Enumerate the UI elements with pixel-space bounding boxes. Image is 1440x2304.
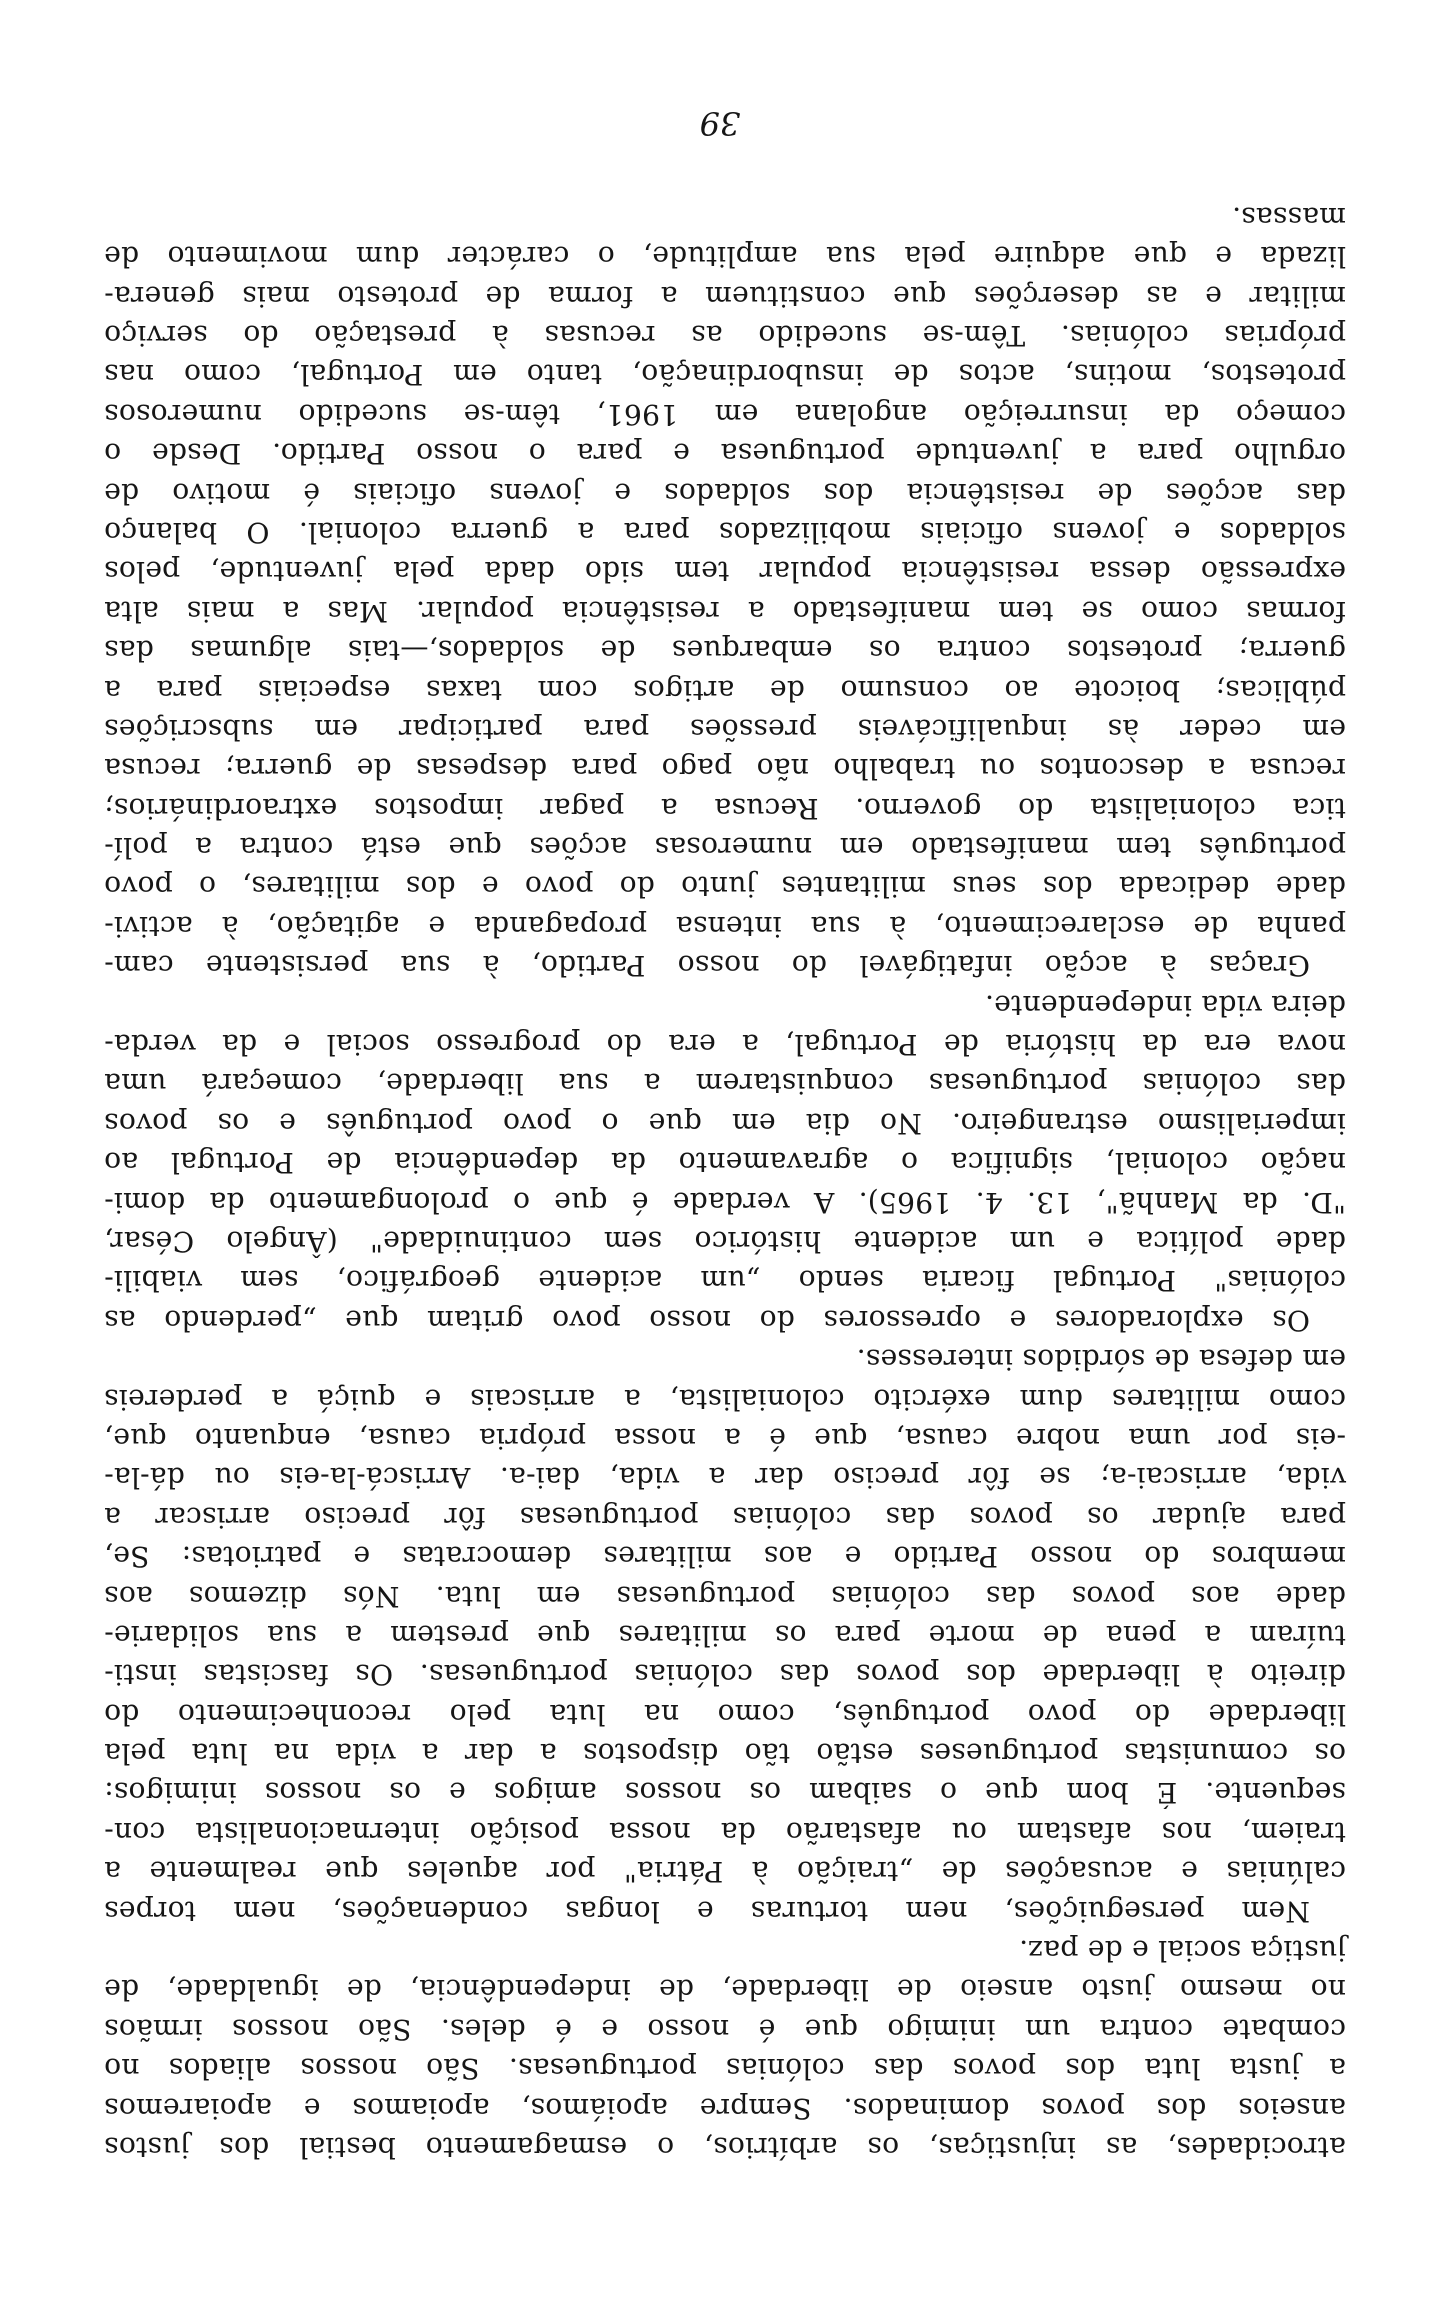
text-line: justiça social e de paz. [1018, 1934, 1346, 1968]
body-text [104, 197, 1346, 2167]
text-line: em defesa de sórdidos interesses. [856, 1343, 1346, 1377]
page-number: 39 [699, 104, 741, 142]
text-line: soldados e jovens oficiais mobilizados para a guerra colonial. O balanço [104, 515, 1346, 549]
text-line: lizada e que adquire pela sua amplitude, o carácter dum movimento de [104, 240, 1346, 274]
text-line: anseios dos povos dominados. Sempre apoiámos, apoiamos e apoiaremos [104, 2091, 1346, 2125]
text-line: os comunistas portugueses estão tão dispostos a dar a vida na luta pela [104, 1737, 1346, 1771]
text-line: no mesmo justo anseio de liberdade, de independência, de igualdade, de [104, 1973, 1346, 2007]
text-line: Graças à acção infatigável do nosso Partido, à sua persistente cam- [104, 949, 1310, 983]
text-line: colónias" Portugal ficaria sendo „um acidente geográfico, sem viabili- [104, 1264, 1346, 1298]
text-line: português tem manifestado em numerosas acções que está contra a polí- [104, 831, 1346, 865]
text-line: tica colonialista do governo. Recusa a pagar impostos extraordinários; [104, 791, 1346, 825]
text-line: protestos, motins, actos de insubordinação, tanto em Portugal, como nas [104, 358, 1346, 392]
text-line: sequente. É bom que o saibam os nossos amigos e os nossos inimigos: [104, 1776, 1346, 1810]
text-line: expressão dessa resistência popular tem sido dada pela juventude, pelos [104, 555, 1346, 589]
text-line: -eis por uma nobre causa, que é a nossa própria causa, enquanto que, [104, 1421, 1346, 1455]
text-line: orgulho para a juventude portuguesa e para o nosso Partido. Desde o [104, 437, 1346, 471]
text-line: dade política e um acidente histórico sem continuidade" (Ângelo César, [104, 1225, 1346, 1259]
text-line: deira vida independente. [984, 988, 1346, 1022]
text-line: em ceder às inqualificáveis pressões para participar em subscrições [104, 712, 1346, 746]
text-line: "D. da Manhã", 13. 4. 1965). A verdade é que o prolongamento da domi- [104, 1185, 1346, 1219]
text-line: a justa luta dos povos das colónias portuguesas. São nossos aliados no [104, 2052, 1346, 2086]
text-line: tuíram a pena de morte para os militares que prestem a sua solidarie- [104, 1618, 1346, 1652]
text-line: militar e as deserções que constituem a forma de protesto mais genera- [104, 279, 1346, 313]
text-line: nação colonial, significa o agravamento da dependência de Portugal ao [104, 1146, 1346, 1180]
text-line: das colónias portuguesas conquistarem a sua liberdade, começará uma [104, 1067, 1346, 1101]
text-line: próprias colónias. Têm-se sucedido as recusas à prestação do serviço [104, 319, 1346, 353]
text-line: liberdade do povo português, como na luta pelo reconhecimento do [104, 1697, 1346, 1731]
text-line: combate contra um inimigo que é nosso e é deles. São nossos irmãos [104, 2012, 1346, 2046]
text-line: como militares dum exército colonialista, a arriscais e quiçá a perdereis [104, 1382, 1346, 1416]
text-line: formas como se tem manifestado a resistência popular. Mas a mais alta [104, 594, 1346, 628]
text-line: membros do nosso Partido e aos militares democratas e patriotas: Se, [104, 1540, 1346, 1574]
text-line: começo da insurreição angolana em 1961, têm-se sucedido numerosos [104, 397, 1346, 431]
text-line: dade aos povos das colónias portuguesas em luta. Nós dizemos aos [104, 1579, 1346, 1613]
text-line: panha de esclarecimento, à sua intensa propaganda e agitação, à activi- [104, 909, 1346, 943]
text-line: traiem, nos afastam ou afastarão da nossa posição internacionalista con- [104, 1815, 1346, 1849]
text-line: Nem perseguições, nem torturas e longas condenações, nem torpes [104, 1894, 1310, 1928]
text-line: públicas; boicote ao consumo de artigos com taxas especiais para a [104, 673, 1346, 707]
text-line: direito à liberdade dos povos das colónias portuguesas. Os fascistas insti- [104, 1658, 1346, 1692]
text-line: imperialismo estrangeiro. No dia em que o povo português e os povos [104, 1106, 1346, 1140]
text-line: calúnias e acusações de „traição à Pátria" por aqueles que realmente a [104, 1855, 1346, 1889]
text-line: recusa a descontos ou trabalho não pago para despesas de guerra; recusa [104, 752, 1346, 786]
text-line: para ajudar os povos das colónias portuguesas fôr preciso arriscar a [104, 1500, 1346, 1534]
text-line: guerra; protestos contra os embarques de soldados,—tais algumas das [104, 634, 1346, 668]
text-line: nova era da história de Portugal, a era do progresso social e da verda- [104, 1028, 1346, 1062]
text-line: massas. [1231, 200, 1346, 234]
text-line: das acções de resistência dos soldados e jovens oficiais é motivo de [104, 476, 1346, 510]
text-line: atrocidades, as injustiças, os arbítrios, o esmagamento bestial dos justos [104, 2131, 1346, 2164]
text-line: Os exploradores e opressores do nosso povo gritam que „perdendo as [104, 1303, 1310, 1337]
text-line: dade dedicada dos seus militantes junto do povo e dos militares, o povo [104, 870, 1346, 904]
text-line: vida, arriscai-a; se fôr preciso dar a vida, dai-a. Arriscá-la-eis ou dá-la- [104, 1461, 1346, 1495]
